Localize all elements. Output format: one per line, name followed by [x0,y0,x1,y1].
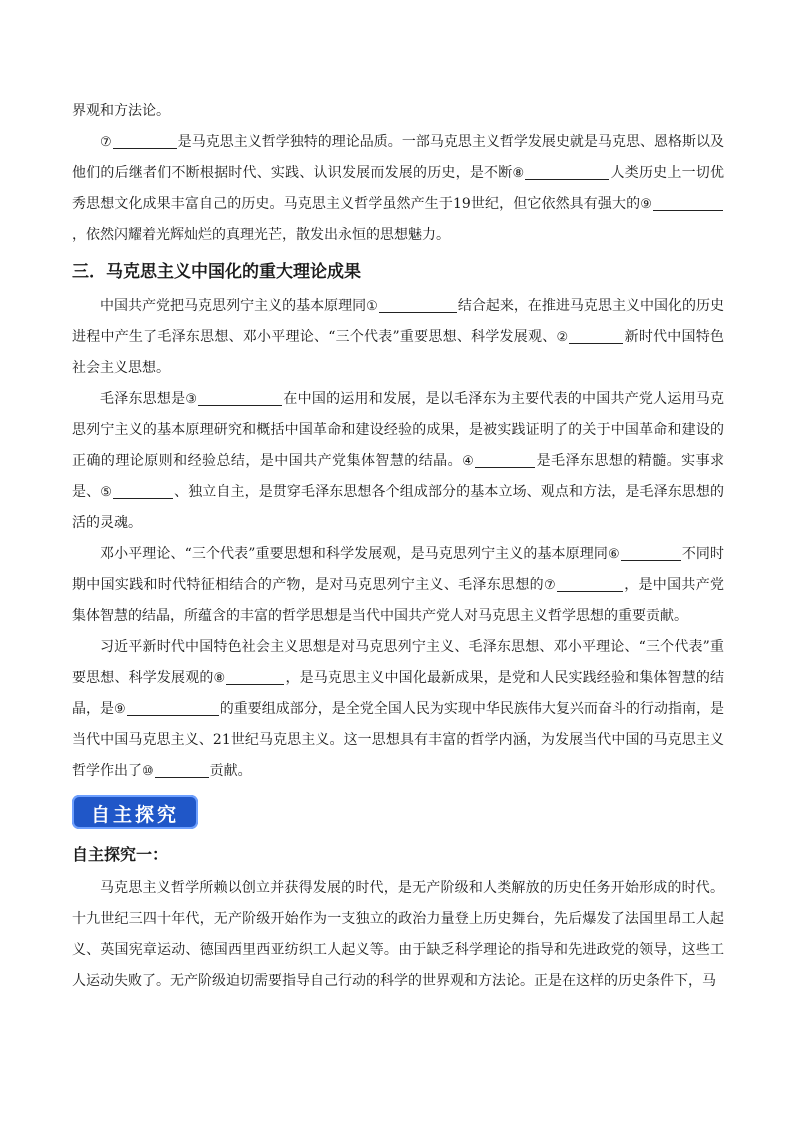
blank-number: ⑧ [213,671,226,686]
blank-number: ⑥ [607,547,620,562]
fill-blank[interactable] [475,452,535,468]
fill-blank[interactable] [127,700,219,716]
fill-blank[interactable] [113,483,173,499]
paragraph-inquiry-text: 马克思主义哲学所赖以创立并获得发展的时代，是无产阶级和人类解放的历史任务开始形成的时代。十九世纪三四十年代，无产阶级开始作为一支独立的政治力量登上历史舞台，先后爆发了法国里昂工人起义、英国宪章运动、德国西里西亚纺织工人起义等。由于缺乏科学理论的指导和先进政党的领导，这些工人运动失败了。无产阶级迫切需要指导自己行动的科学的世界观和方法论。正是在这样的历史条件下，马 [72,880,724,989]
blank-number: ① [366,299,378,314]
banner-label: 自主探究 [90,804,179,826]
blank-number: ⑤ [100,485,112,500]
fill-blank[interactable] [379,297,457,313]
blank-number: ⑦ [100,135,112,150]
paragraph-deng-theory: 邓小平理论、“三个代表”重要思想和科学发展观，是马克思列宁主义的基本原理同⑥ 不同时期中国实践和时代特征相结合的产物，是对马克思列宁主义、毛泽东思想的⑦ ，是中国共产党集体智慧的结晶，所蕴含的丰富的哲学思想是当代中国共产党人对马克思主义哲学思想的重要贡献。 [72,546,725,624]
inquiry-heading: 自主探究一： [72,845,169,864]
fill-blank[interactable] [621,545,681,561]
blank-number: ④ [462,454,475,469]
banner-wrapper [72,795,724,839]
fill-blank[interactable] [569,328,623,344]
fill-blank[interactable] [155,762,209,778]
fill-blank[interactable] [525,164,609,180]
paragraph-xi-thought: 习近平新时代中国特色社会主义思想是对马克思列宁主义、毛泽东思想、邓小平理论、“三个代表”重要思想、科学发展观的⑧ ，是马克思主义中国化最新成果，是党和人民实践经验和集体智慧的结晶，是⑨ 的重要组成部分，是全党全国人民为实现中华民族伟大复兴而奋斗的行动指南，是当代中国马克思主义、21世纪马克思主义。这一思想具有丰富的哲学内涵，为发展当代中国的马克思主义哲学作出了⑩ 贡献。 [72,639,725,779]
fill-blank[interactable] [653,195,723,211]
fill-blank[interactable] [226,669,284,685]
paragraph-continuation: 界观和方法论。 [72,103,170,119]
paragraph-theory-quality: ⑦ 是马克思主义哲学独特的理论品质。一部马克思主义哲学发展史就是马克思、恩格斯以及他们的后继者们不断根据时代、实践、认识发展而发展的历史，是不断⑧ 人类历史上一切优秀思想文化成果丰富自己的历史。马克思主义哲学虽然产生于19世纪，但它依然具有强大的⑨，依然闪耀着光辉灿烂的真理光芒，散发出永恒的思想魅力。 [72,134,725,243]
document-content [72,96,724,997]
blank-number: ⑧ [512,166,525,181]
section-heading: 三．马克思主义中国化的重大理论成果 [72,262,361,282]
blank-number: ② [556,330,569,345]
blank-number: ⑦ [543,578,556,593]
blank-number: ⑨ [640,197,652,212]
fill-blank[interactable] [557,576,623,592]
fill-blank[interactable] [113,133,177,149]
fill-blank[interactable] [198,390,282,406]
paragraph-sinicization: 中国共产党把马克思列宁主义的基本原理同① 结合起来，在推进马克思主义中国化的历史进程中产生了毛泽东思想、邓小平理论、“三个代表”重要思想、科学发展观、② 新时代中国特色社会主义思想。 [72,298,725,376]
paragraph-mao-thought: 毛泽东思想是③ 在中国的运用和发展，是以毛泽东为主要代表的中国共产党人运用马克思列宁主义的基本原理研究和概括中国革命和建设经验的成果，是被实践证明了的关于中国革命和建设的正确的理论原则和经验总结，是中国共产党集体智慧的结晶。④ 是毛泽东思想的精髓。实事求是、⑤ 、独立自主，是贯穿毛泽东思想各个组成部分的基本立场、观点和方法，是毛泽东思想的活的灵魂。 [72,391,725,531]
blank-number: ⑩ [142,764,154,779]
blank-number: ⑨ [114,702,126,717]
blank-number: ③ [185,392,198,407]
self-inquiry-banner [72,795,198,829]
